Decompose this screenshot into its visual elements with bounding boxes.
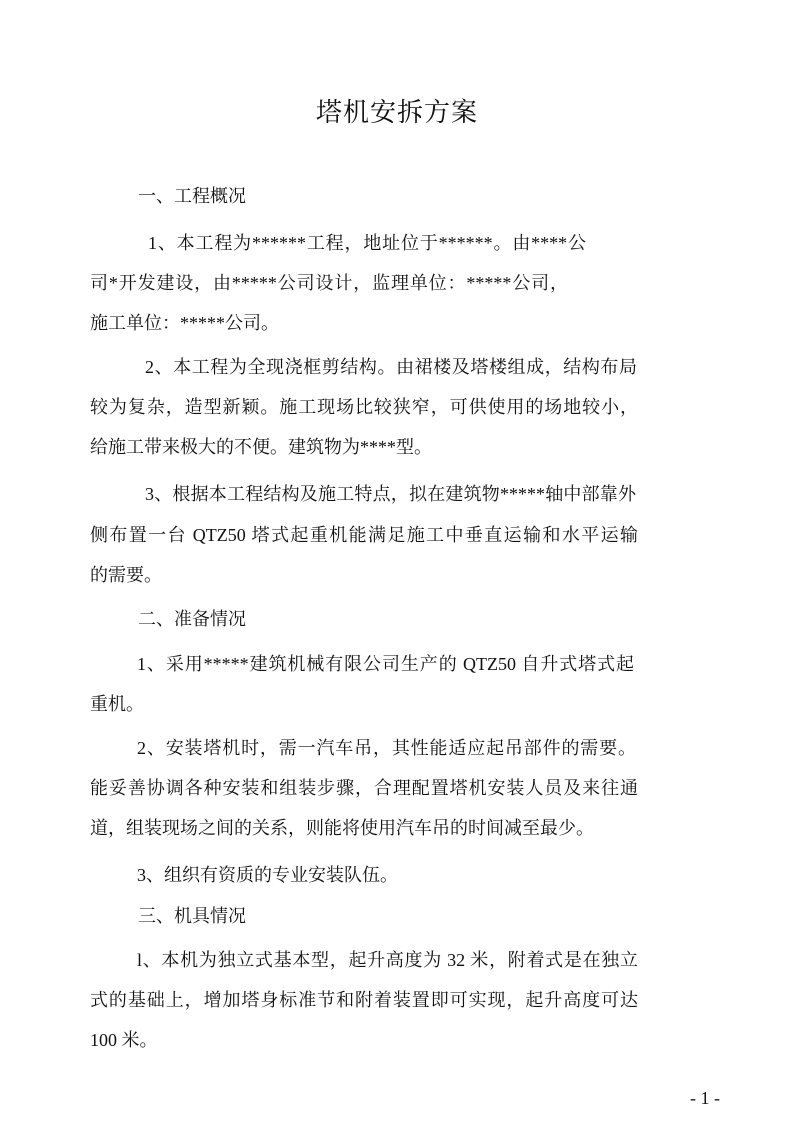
paragraph-line: 1、本工程为******工程，地址位于******。由****公	[148, 233, 586, 253]
paragraph-line: 侧布置一台 QTZ50 塔式起重机能满足施工中垂直运输和水平运输	[90, 525, 638, 545]
document-title: 塔机安拆方案	[315, 98, 478, 127]
section-heading: 二、准备情况	[138, 609, 246, 629]
paragraph-line: 2、安装塔机时，需一汽车吊，其性能适应起吊部件的需要。	[137, 738, 636, 758]
paragraph-line: 3、组织有资质的专业安装队伍。	[137, 865, 398, 885]
paragraph-line: 2、本工程为全现浇框剪结构。由裙楼及塔楼组成，结构布局	[145, 357, 637, 377]
paragraph-line: 道，组装现场之间的关系，则能将使用汽车吊的时间减至最少。	[90, 818, 594, 838]
paragraph-line: 给施工带来极大的不便。建筑物为****型。	[90, 437, 432, 457]
paragraph-line: 的需要。	[90, 565, 162, 585]
page-number: - 1 -	[690, 1088, 720, 1108]
section-heading: 一、工程概况	[138, 186, 246, 206]
paragraph-line: 较为复杂，造型新颖。施工现场比较狭窄，可供使用的场地较小，	[90, 397, 638, 417]
paragraph-line: 施工单位：*****公司。	[90, 313, 279, 333]
paragraph-line: 重机。	[90, 694, 144, 714]
paragraph-line: 能妥善协调各种安装和组装步骤，合理配置塔机安装人员及来往通	[90, 778, 638, 798]
paragraph-line: 1、采用*****建筑机械有限公司生产的 QTZ50 自升式塔式起	[137, 654, 634, 674]
paragraph-line: 100 米。	[90, 1030, 158, 1050]
paragraph-line: 式的基础上，增加塔身标准节和附着装置即可实现，起升高度可达	[90, 990, 638, 1010]
section-heading: 三、机具情况	[138, 906, 246, 926]
paragraph-line: 司*开发建设，由*****公司设计，监理单位：*****公司，	[90, 273, 568, 293]
paragraph-line: 3、根据本工程结构及施工特点，拟在建筑物*****轴中部靠外	[145, 484, 636, 504]
paragraph-line: l、本机为独立式基本型，起升高度为 32 米，附着式是在独立	[137, 950, 638, 970]
